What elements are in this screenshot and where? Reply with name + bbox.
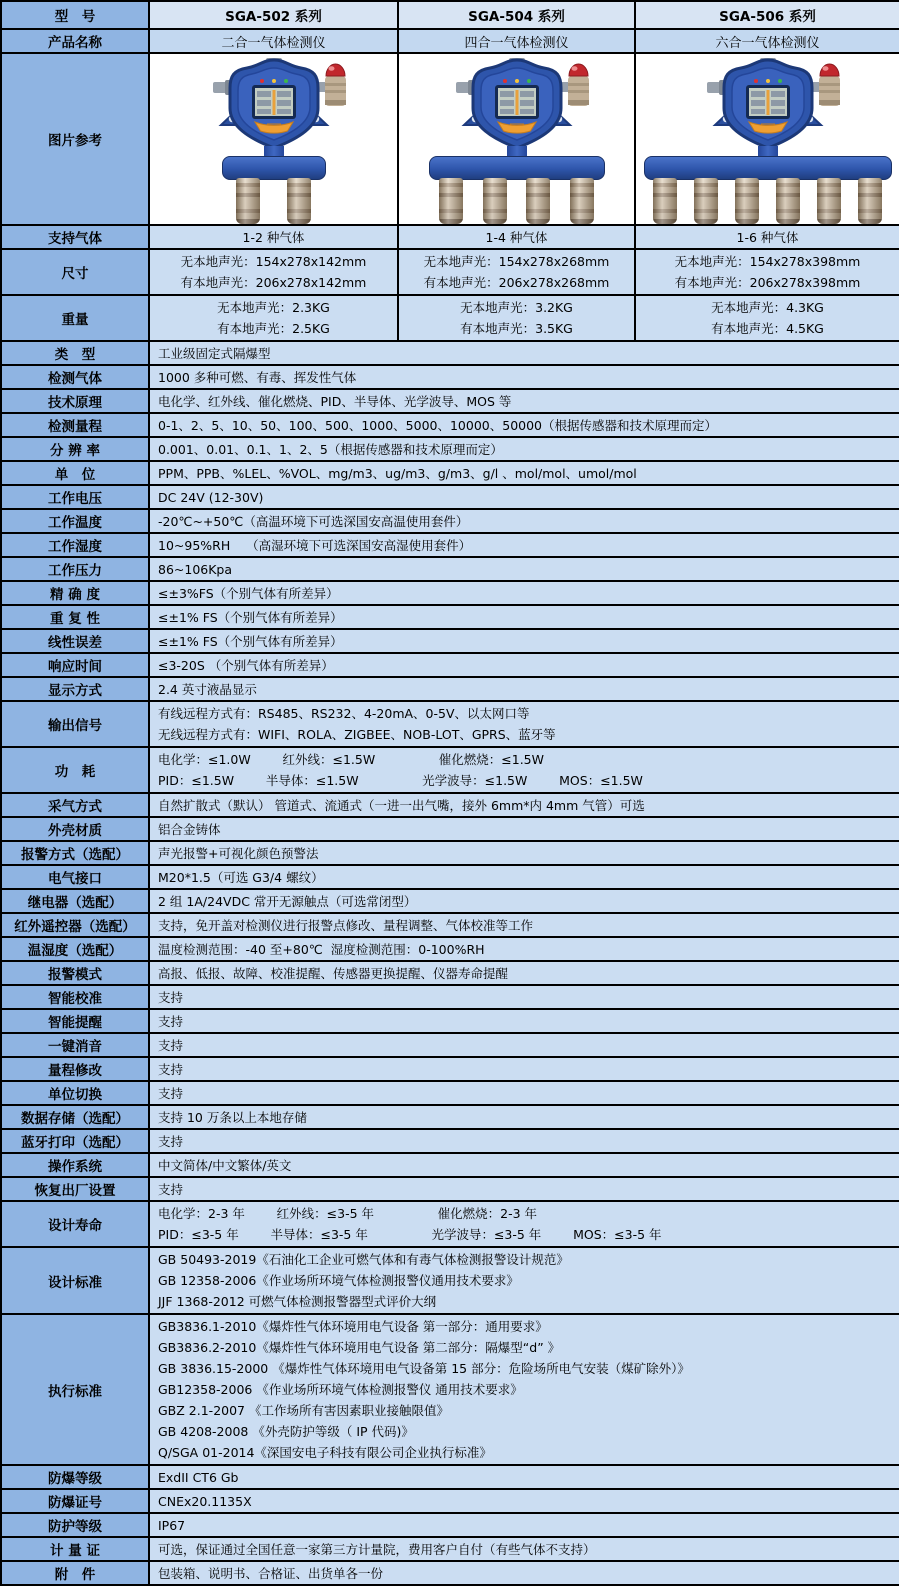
weight-line: 无本地声光：3.2KG — [460, 300, 573, 315]
spec-label: 检测量程 — [1, 413, 149, 437]
spec-value-line: 可选，保证通过全国任意一家第三方计量院，费用客户自付（有些气体不支持） — [158, 1541, 596, 1557]
gas-detector-illustration — [150, 58, 397, 224]
spec-label: 单 位 — [1, 461, 149, 485]
spec-row — [1, 677, 899, 701]
spec-row — [1, 889, 899, 913]
spec-value — [149, 677, 899, 701]
spec-value — [149, 629, 899, 653]
spec-value-line: 温度检测范围：-40 至+80℃ 湿度检测范围：0-100%RH — [158, 941, 485, 957]
product-name-row — [1, 29, 899, 53]
spec-value — [149, 1177, 899, 1201]
spec-label: 恢复出厂设置 — [1, 1177, 149, 1201]
spec-value — [149, 533, 899, 557]
sensor-manifold — [429, 156, 605, 180]
spec-value-line: GB 4208-2008 《外壳防护等级（ IP 代码)》 — [158, 1424, 414, 1439]
spec-value — [149, 1201, 899, 1247]
spec-value — [149, 747, 899, 793]
spec-value-line: IP67 — [158, 1517, 186, 1533]
led-red — [260, 79, 264, 83]
dimensions-502 — [149, 249, 398, 295]
spec-row — [1, 1489, 899, 1513]
product-image — [398, 53, 635, 225]
spec-row — [1, 461, 899, 485]
sensor-row — [645, 178, 891, 224]
spec-label: 防护等级 — [1, 1513, 149, 1537]
spec-row — [1, 1561, 899, 1585]
spec-value — [149, 961, 899, 985]
spec-label: 量程修改 — [1, 1057, 149, 1081]
sensor-head — [439, 178, 463, 224]
spec-value-line: 工业级固定式隔爆型 — [158, 345, 271, 361]
weight-line: 有本地声光：3.5KG — [460, 321, 573, 336]
dimensions-506 — [635, 249, 899, 295]
spec-row — [1, 913, 899, 937]
spec-label: 采气方式 — [1, 793, 149, 817]
spec-value-line: GB 12358-2006《作业场所环境气体检测报警仪通用技术要求》 — [158, 1273, 519, 1288]
spec-value-line: ≤±1% FS（个别气体有所差异） — [158, 633, 343, 649]
spec-row — [1, 937, 899, 961]
spec-value-line: 1000 多种可燃、有毒、挥发性气体 — [158, 369, 357, 385]
spec-row — [1, 1314, 899, 1465]
model-name-504: SGA-504 系列 — [398, 1, 635, 29]
spec-value — [149, 1153, 899, 1177]
led-red — [503, 79, 507, 83]
spec-row — [1, 437, 899, 461]
weight-502 — [149, 295, 398, 341]
dimension-line: 无本地声光：154x278x268mm — [423, 254, 610, 269]
spec-value — [149, 1314, 899, 1465]
row-label-weight: 重量 — [1, 295, 149, 341]
row-label-dimensions: 尺寸 — [1, 249, 149, 295]
spec-value-line: 高报、低报、故障、校准提醒、传感器更换提醒、仪器寿命提醒 — [158, 965, 509, 981]
spec-label: 智能提醒 — [1, 1009, 149, 1033]
spec-row — [1, 747, 899, 793]
spec-label: 数据存储（选配） — [1, 1105, 149, 1129]
product-name: 六合一气体检测仪 — [635, 29, 899, 53]
spec-value-line: GB 50493-2019《石油化工企业可燃气体和有毒气体检测报警设计规范》 — [158, 1252, 569, 1267]
alarm-beacon-dome — [326, 64, 345, 76]
spec-label: 报警模式 — [1, 961, 149, 985]
spec-row — [1, 817, 899, 841]
weight-row — [1, 295, 899, 341]
dimension-line: 有本地声光：206x278x268mm — [423, 275, 610, 290]
spec-value — [149, 437, 899, 461]
sensor-head — [236, 178, 260, 224]
spec-label: 响应时间 — [1, 653, 149, 677]
spec-label: 工作温度 — [1, 509, 149, 533]
spec-value — [149, 461, 899, 485]
product-name: 四合一气体检测仪 — [398, 29, 635, 53]
spec-value-line: -20℃~+50℃（高温环境下可选深国安高温使用套件） — [158, 513, 469, 529]
spec-value-line: 无线远程方式有：WIFI、ROLA、ZIGBEE、NOB-LOT、GPRS、蓝牙等 — [158, 727, 556, 742]
spec-value — [149, 1057, 899, 1081]
sensor-head — [483, 178, 507, 224]
spec-row — [1, 509, 899, 533]
spec-label: 计 量 证 — [1, 1537, 149, 1561]
spec-row — [1, 1129, 899, 1153]
spec-row — [1, 1153, 899, 1177]
spec-value-line: 支持 — [158, 1181, 184, 1197]
spec-value — [149, 653, 899, 677]
spec-value — [149, 985, 899, 1009]
spec-label: 线性误差 — [1, 629, 149, 653]
spec-value-line: GB 3836.15-2000 《爆炸性气体环境用电气设备第 15 部分：危险场所电气安装（煤矿除外）》 — [158, 1361, 690, 1376]
detector-head — [693, 58, 843, 150]
spec-value — [149, 341, 899, 365]
spec-row — [1, 653, 899, 677]
row-label-image: 图片参考 — [1, 53, 149, 225]
spec-value-line: 支持 — [158, 1085, 184, 1101]
spec-row — [1, 985, 899, 1009]
spec-label: 技术原理 — [1, 389, 149, 413]
spec-row — [1, 793, 899, 817]
dimension-line: 无本地声光：154x278x398mm — [674, 254, 861, 269]
spec-label: 工作压力 — [1, 557, 149, 581]
spec-value-line: ≤±3%FS（个别气体有所差异） — [158, 585, 339, 601]
spec-label: 防爆证号 — [1, 1489, 149, 1513]
header-row — [1, 1, 899, 29]
spec-row — [1, 1057, 899, 1081]
spec-value — [149, 1513, 899, 1537]
spec-value-line: ≤3-20S （个别气体有所差异） — [158, 657, 334, 673]
spec-value-line: 支持 — [158, 989, 184, 1005]
spec-value — [149, 1129, 899, 1153]
spec-label: 检测气体 — [1, 365, 149, 389]
spec-value — [149, 1561, 899, 1585]
spec-value-line: 声光报警+可视化颜色预警法 — [158, 845, 319, 861]
spec-label: 分 辨 率 — [1, 437, 149, 461]
spec-value-line: 包装箱、说明书、合格证、出货单各一份 — [158, 1565, 384, 1581]
spec-value — [149, 701, 899, 747]
spec-label: 操作系统 — [1, 1153, 149, 1177]
spec-value — [149, 817, 899, 841]
spec-row — [1, 1033, 899, 1057]
model-name-502: SGA-502 系列 — [149, 1, 398, 29]
spec-row — [1, 605, 899, 629]
spec-label: 单位切换 — [1, 1081, 149, 1105]
spec-value — [149, 1247, 899, 1314]
spec-row — [1, 413, 899, 437]
spec-value-line: 电化学、红外线、催化燃烧、PID、半导体、光学波导、MOS 等 — [158, 393, 512, 409]
detector-neck — [264, 146, 284, 156]
spec-row — [1, 1201, 899, 1247]
led-yellow — [515, 79, 519, 83]
spec-value — [149, 1465, 899, 1489]
spec-row — [1, 865, 899, 889]
spec-value — [149, 865, 899, 889]
product-image — [149, 53, 398, 225]
spec-row — [1, 341, 899, 365]
detector-neck — [507, 146, 527, 156]
gas-count: 1-6 种气体 — [635, 225, 899, 249]
led-green — [284, 79, 288, 83]
spec-value — [149, 1009, 899, 1033]
spec-row — [1, 1537, 899, 1561]
spec-label: 工作湿度 — [1, 533, 149, 557]
spec-value — [149, 913, 899, 937]
spec-value — [149, 1489, 899, 1513]
spec-label: 智能校准 — [1, 985, 149, 1009]
spec-label: 蓝牙打印（选配） — [1, 1129, 149, 1153]
spec-value — [149, 1537, 899, 1561]
sensor-head — [526, 178, 550, 224]
spec-label: 防爆等级 — [1, 1465, 149, 1489]
spec-label: 电气接口 — [1, 865, 149, 889]
spec-value-line: ExdII CT6 Gb — [158, 1469, 239, 1485]
spec-label: 重 复 性 — [1, 605, 149, 629]
sensor-head — [653, 178, 677, 224]
led-yellow — [766, 79, 770, 83]
spec-value — [149, 605, 899, 629]
spec-value-line: 支持 — [158, 1133, 184, 1149]
dimension-line: 有本地声光：206x278x142mm — [180, 275, 367, 290]
spec-value-line: 支持 — [158, 1037, 184, 1053]
spec-label: 功 耗 — [1, 747, 149, 793]
spec-value-line: 支持 — [158, 1061, 184, 1077]
dimensions-504 — [398, 249, 635, 295]
spec-label: 工作电压 — [1, 485, 149, 509]
spec-row — [1, 1513, 899, 1537]
model-name-506: SGA-506 系列 — [635, 1, 899, 29]
spec-value-line: 支持 10 万条以上本地存储 — [158, 1109, 307, 1125]
led-green — [527, 79, 531, 83]
spec-value-line: 2 组 1A/24VDC 常开无源触点（可选常闭型） — [158, 893, 417, 909]
spec-value — [149, 365, 899, 389]
spec-value-line: 0-1、2、5、10、50、100、500、1000、5000、10000、50000（根据传感器和技术原理而定） — [158, 417, 718, 433]
sensor-row — [430, 178, 604, 224]
spec-value-line: PID：≤3-5 年 半导体：≤3-5 年 光学波导：≤3-5 年 MOS：≤3-5 年 — [158, 1227, 662, 1242]
sensor-row — [223, 178, 325, 224]
spec-label: 红外遥控器（选配） — [1, 913, 149, 937]
row-label-product-name: 产品名称 — [1, 29, 149, 53]
weight-line: 无本地声光：4.3KG — [711, 300, 824, 315]
led-yellow — [272, 79, 276, 83]
dimension-line: 无本地声光：154x278x142mm — [180, 254, 367, 269]
row-label-gases: 支持气体 — [1, 225, 149, 249]
spec-label: 一键消音 — [1, 1033, 149, 1057]
spec-value — [149, 509, 899, 533]
led-green — [778, 79, 782, 83]
spec-value — [149, 841, 899, 865]
spec-row — [1, 485, 899, 509]
spec-value-line: CNEx20.1135X — [158, 1493, 252, 1509]
gas-count: 1-4 种气体 — [398, 225, 635, 249]
sensor-manifold — [222, 156, 326, 180]
spec-value-line: GBZ 2.1-2007 《工作场所有害因素职业接触限值》 — [158, 1403, 449, 1418]
detector-head — [199, 58, 349, 150]
spec-label: 输出信号 — [1, 701, 149, 747]
sensor-head — [858, 178, 882, 224]
spec-value — [149, 1081, 899, 1105]
row-label-model: 型 号 — [1, 1, 149, 29]
alarm-beacon-dome — [569, 64, 588, 76]
spec-value-line: JJF 1368-2012 可燃气体检测报警器型式评价大纲 — [158, 1294, 437, 1309]
spec-value — [149, 413, 899, 437]
spec-label: 温湿度（选配） — [1, 937, 149, 961]
spec-value-line: DC 24V (12-30V) — [158, 489, 264, 505]
gas-detector-illustration — [636, 58, 899, 224]
spec-label: 精 确 度 — [1, 581, 149, 605]
spec-label: 报警方式（选配） — [1, 841, 149, 865]
spec-value — [149, 937, 899, 961]
spec-value-line: 支持，免开盖对检测仪进行报警点修改、量程调整、气体校准等工作 — [158, 917, 534, 933]
spec-value-line: 支持 — [158, 1013, 184, 1029]
spec-value-line: 自然扩散式（默认） 管道式、流通式（一进一出气嘴，接外 6mm*内 4mm 气管）可选 — [158, 797, 645, 813]
spec-label: 类 型 — [1, 341, 149, 365]
spec-value-line: Q/SGA 01-2014《深国安电子科技有限公司企业执行标准》 — [158, 1445, 492, 1460]
spec-row — [1, 365, 899, 389]
spec-value-line: 铝合金铸体 — [158, 821, 221, 837]
sensor-head — [735, 178, 759, 224]
spec-row — [1, 533, 899, 557]
spec-label: 附 件 — [1, 1561, 149, 1585]
spec-label: 外壳材质 — [1, 817, 149, 841]
spec-value-line: 有线远程方式有：RS485、RS232、4-20mA、0-5V、以太网口等 — [158, 706, 530, 721]
spec-label: 设计标准 — [1, 1247, 149, 1314]
spec-row — [1, 629, 899, 653]
dimensions-row — [1, 249, 899, 295]
spec-label: 设计寿命 — [1, 1201, 149, 1247]
spec-row — [1, 1009, 899, 1033]
spec-row — [1, 961, 899, 985]
spec-value-line: GB12358-2006 《作业场所环境气体检测报警仪 通用技术要求》 — [158, 1382, 523, 1397]
spec-row — [1, 841, 899, 865]
image-row — [1, 53, 899, 225]
alarm-beacon-dome — [820, 64, 839, 76]
spec-row — [1, 557, 899, 581]
weight-506 — [635, 295, 899, 341]
spec-value-line: M20*1.5（可选 G3/4 螺纹） — [158, 869, 324, 885]
detector-neck — [758, 146, 778, 156]
spec-row — [1, 701, 899, 747]
sensor-head — [570, 178, 594, 224]
weight-line: 有本地声光：2.5KG — [217, 321, 330, 336]
spec-label: 执行标准 — [1, 1314, 149, 1465]
spec-row — [1, 1105, 899, 1129]
spec-value-line: ≤±1% FS（个别气体有所差异） — [158, 609, 343, 625]
spec-value-line: 电化学：2-3 年 红外线：≤3-5 年 催化燃烧：2-3 年 — [158, 1206, 538, 1221]
spec-value — [149, 581, 899, 605]
spec-row — [1, 389, 899, 413]
spec-row — [1, 1081, 899, 1105]
weight-line: 有本地声光：4.5KG — [711, 321, 824, 336]
spec-value-line: GB3836.1-2010《爆炸性气体环境用电气设备 第一部分：通用要求》 — [158, 1319, 548, 1334]
sensor-head — [817, 178, 841, 224]
spec-value-line: PID：≤1.5W 半导体：≤1.5W 光学波导：≤1.5W MOS：≤1.5W — [158, 773, 643, 788]
spec-value-line: GB3836.2-2010《爆炸性气体环境用电气设备 第二部分：隔爆型“d” 》 — [158, 1340, 561, 1355]
supported-gas-row — [1, 225, 899, 249]
spec-row — [1, 581, 899, 605]
weight-504 — [398, 295, 635, 341]
led-red — [754, 79, 758, 83]
gas-count: 1-2 种气体 — [149, 225, 398, 249]
spec-value — [149, 889, 899, 913]
spec-value — [149, 1033, 899, 1057]
spec-value-line: 中文简体/中文繁体/英文 — [158, 1157, 292, 1173]
spec-value-line: 0.001、0.01、0.1、1、2、5（根据传感器和技术原理而定） — [158, 441, 503, 457]
dimension-line: 有本地声光：206x278x398mm — [674, 275, 861, 290]
spec-value-line: 86~106Kpa — [158, 561, 233, 577]
sensor-head — [694, 178, 718, 224]
weight-line: 无本地声光：2.3KG — [217, 300, 330, 315]
spec-value — [149, 1105, 899, 1129]
gas-detector-illustration — [399, 58, 634, 224]
spec-value-line: 电化学：≤1.0W 红外线：≤1.5W 催化燃烧：≤1.5W — [158, 752, 544, 767]
spec-row — [1, 1465, 899, 1489]
spec-value-line: PPM、PPB、%LEL、%VOL、mg/m3、ug/m3、g/m3、g/l 、mol/mol、umol/mol — [158, 465, 637, 481]
product-image — [635, 53, 899, 225]
spec-value — [149, 793, 899, 817]
sensor-head — [287, 178, 311, 224]
spec-value-line: 10~95%RH （高湿环境下可选深国安高湿使用套件） — [158, 537, 472, 553]
sensor-manifold — [644, 156, 892, 180]
spec-value-line: 2.4 英寸液晶显示 — [158, 681, 257, 697]
spec-row — [1, 1177, 899, 1201]
spec-label: 继电器（选配） — [1, 889, 149, 913]
spec-value — [149, 485, 899, 509]
detector-head — [442, 58, 592, 150]
spec-value — [149, 389, 899, 413]
spec-value — [149, 557, 899, 581]
product-name: 二合一气体检测仪 — [149, 29, 398, 53]
spec-label: 显示方式 — [1, 677, 149, 701]
sensor-head — [776, 178, 800, 224]
spec-row — [1, 1247, 899, 1314]
